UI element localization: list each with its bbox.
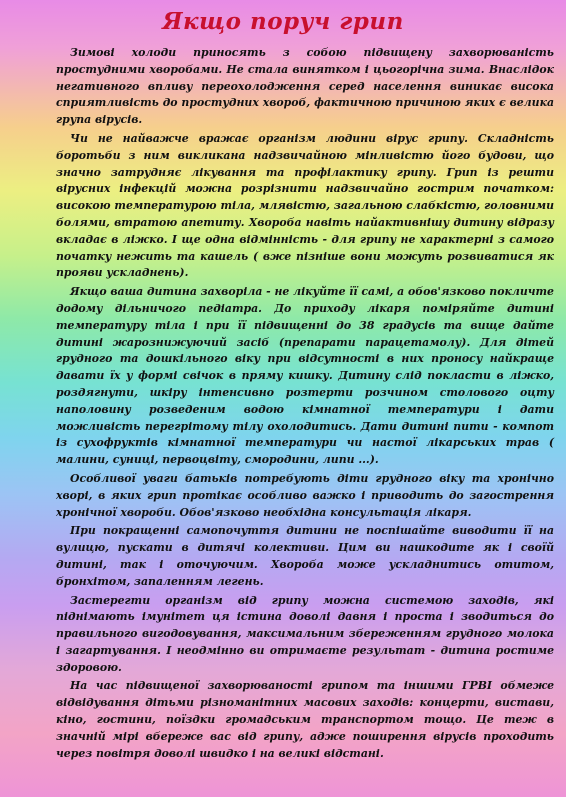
paragraph-prevention: Застерегти організм від грипу можна системою заходів, які піднімають імунітет ця істина доволі давня і проста і зводиться до правильного вигодовування, максимальним збереженням грудного молока і загартування. І неодмінно ви отримаєте результат - дитина ростиме здоровою. <box>56 593 554 674</box>
paragraph-winter-colds: Зимові холоди приносять з собою підвищену захворюваність простудними хворобами. Не стала винятком і цьогорічна зима. Внаслідок негативного впливу переохолодження серед населення виникає висока сприятливість до простудних хвороб, фактичною причиною яких є велика група вірусів. <box>56 46 554 127</box>
article-body <box>56 45 554 762</box>
paragraph-recovery: При покращенні самопочуття дитини не поспішайте виводити її на вулицю, пускати в дитячі колективи. Цим ви нашкодите як і своїй дитині, так і оточуючим. Хвороба може ускладнитись отитом, бронхітом, запаленням легень. <box>56 524 554 588</box>
page-title: Якщо поруч грип <box>162 8 404 35</box>
paragraph-mass-events: На час підвищеної захворюваності грипом та іншими ГРВІ обмеже відвідування дітьми різноманітних масових заходів: концерти, вистави, кіно, гостини, поїздки громадським транспортом тощо. Це теж в значній мірі вбереже вас від грипу, адже поширення вірусів проходить через повітря доволі швидко і на великі відстані. <box>56 679 554 760</box>
paragraph-if-child-sick: Якщо ваша дитина захворіла - не лікуйте її самі, а обов'язково покличте додому дільничого педіатра. До приходу лікаря поміряйте дитині температуру тіла і при її підвищенні до 38 градусів та вище дайте дитині жарознижуючий засіб (препарати парацетамолу). Для дітей грудного та дошкільного віку при відсутності в них проносу найкраще давати їх у формі свічок в пряму кишку. Дитину слід покласти в ліжко, роздягнути, шкіру інтенсивно розтерти розчином столового оцту наполовину розведеним водою кімнатної температури і дати можливість перегрітому тілу охолодитись. Дати дитині пити - компот із сухофруктів кімнатної температури чи настої лікарських трав ( малини, суниці, первоцвіту, смородини, липи ...). <box>56 285 554 467</box>
paragraph-flu-virus: Чи не найважче вражає організм людини вірус грипу. Складність боротьби з ним викликана надзвичайною мінливістю його будови, що значно затрудняє лікування та профілактику грипу. Грип із решти вірусних інфекцій можна розрізнити надзвичайно гострим початком: високою температурою тіла, млявістю, загальною слабкістю, головними болями, втратою апетиту. Хвороба навіть найактивнішу дитину відразу вкладає в ліжко. І ще одна відмінність - для грипу не характерні з самого початку нежить та кашель ( вже пізніше вони можуть розвиватися як прояви ускладнень). <box>56 131 554 280</box>
paragraph-infants-chronic: Особливої уваги батьків потребують діти грудного віку та хронічно хворі, в яких грип протікає особливо важко і приводить до загострення хронічної хвороби. Обов'язково необхідна консультація лікаря. <box>56 471 554 519</box>
